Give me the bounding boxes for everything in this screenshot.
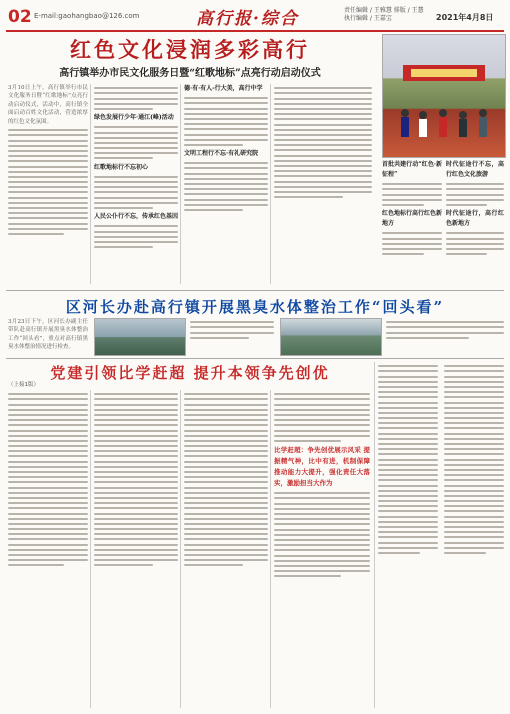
section-heading: 首批共建行动“红色·新征程”	[382, 161, 442, 178]
section-heading: 绿色发展行少年·通江(峰)活动	[94, 114, 174, 122]
section-heading: 红色地标行高行红色新地方	[382, 210, 442, 228]
lead-headline: 红色文化浸润多彩高行	[70, 37, 310, 62]
lead-column-3	[184, 84, 268, 284]
section-heading: 时代征途行，高行红色新地方	[446, 210, 504, 228]
section-heading: 文明工程行不忘·有礼研究院	[184, 150, 259, 158]
article-column-4	[274, 390, 370, 708]
article-column-6	[444, 362, 504, 708]
page-header	[6, 4, 504, 32]
callout-heading: 比学赶超：争先创优展示风采 提振精气神，比中有进，机制保障推动能力大提升，强化责任大落实，激励担当大作为	[274, 446, 370, 488]
issue-date: 2021年4月8日	[436, 13, 494, 22]
banner-column-1	[8, 318, 88, 354]
article-byline: （上接1版）	[8, 382, 39, 388]
page-number: 02	[8, 7, 32, 27]
lead-column-1	[8, 84, 88, 284]
banner-body: 3月23日下午，区河长办副主任带队赴高行镇开展黑臭水体整治工作“回头看”，重点对高行镇黑臭水体整治情况进行检查。	[8, 319, 88, 351]
lead-column-4	[274, 84, 372, 284]
lead-column-2	[94, 84, 178, 284]
article-column-3	[184, 390, 268, 708]
section-heading: 人民公仆行不忘，传承红色基因	[94, 213, 178, 221]
lead-right-column-2	[446, 160, 504, 284]
masthead: 高行报·综合	[196, 9, 299, 29]
section-heading: 红歌地标行不忘初心	[94, 163, 149, 171]
header-email: E-mail:gaohangbao@126.com	[34, 12, 140, 20]
banner-headline: 区河长办赴高行镇开展黑臭水体整治工作“回头看”	[65, 298, 445, 316]
editor-credits: 责任编辑 / 王雅慧 排版 / 王慧 执行编辑 / 王嘉宝	[344, 7, 424, 22]
section-heading: 时代征途行不忘，高行红色文化旅游	[446, 161, 504, 178]
article-headline: 党建引领比学赶超 提升本领争先创优	[50, 364, 330, 382]
river-photo-1	[94, 318, 186, 356]
article-column-2	[94, 390, 178, 708]
article-column-1	[8, 390, 88, 708]
event-photo	[382, 34, 506, 158]
lead-body: 3月10日上午，高行镇举行市民文化服务日暨“红歌地标”点亮行动启动仪式，活动中，高行镇全面启动百姓文化活动，营造浓厚的红色文化氛围。	[8, 85, 88, 125]
lead-right-column-1	[382, 160, 442, 284]
section-heading: 德·有·有人-行大美，高行中学	[184, 85, 263, 92]
banner-column-2	[190, 318, 274, 354]
event-photo-scene	[383, 35, 505, 157]
banner-column-3	[386, 318, 504, 354]
lead-subheadline: 高行镇举办市民文化服务日暨“红歌地标”点亮行动启动仪式	[59, 68, 321, 79]
river-photo-2	[280, 318, 382, 356]
article-column-5	[378, 362, 438, 708]
